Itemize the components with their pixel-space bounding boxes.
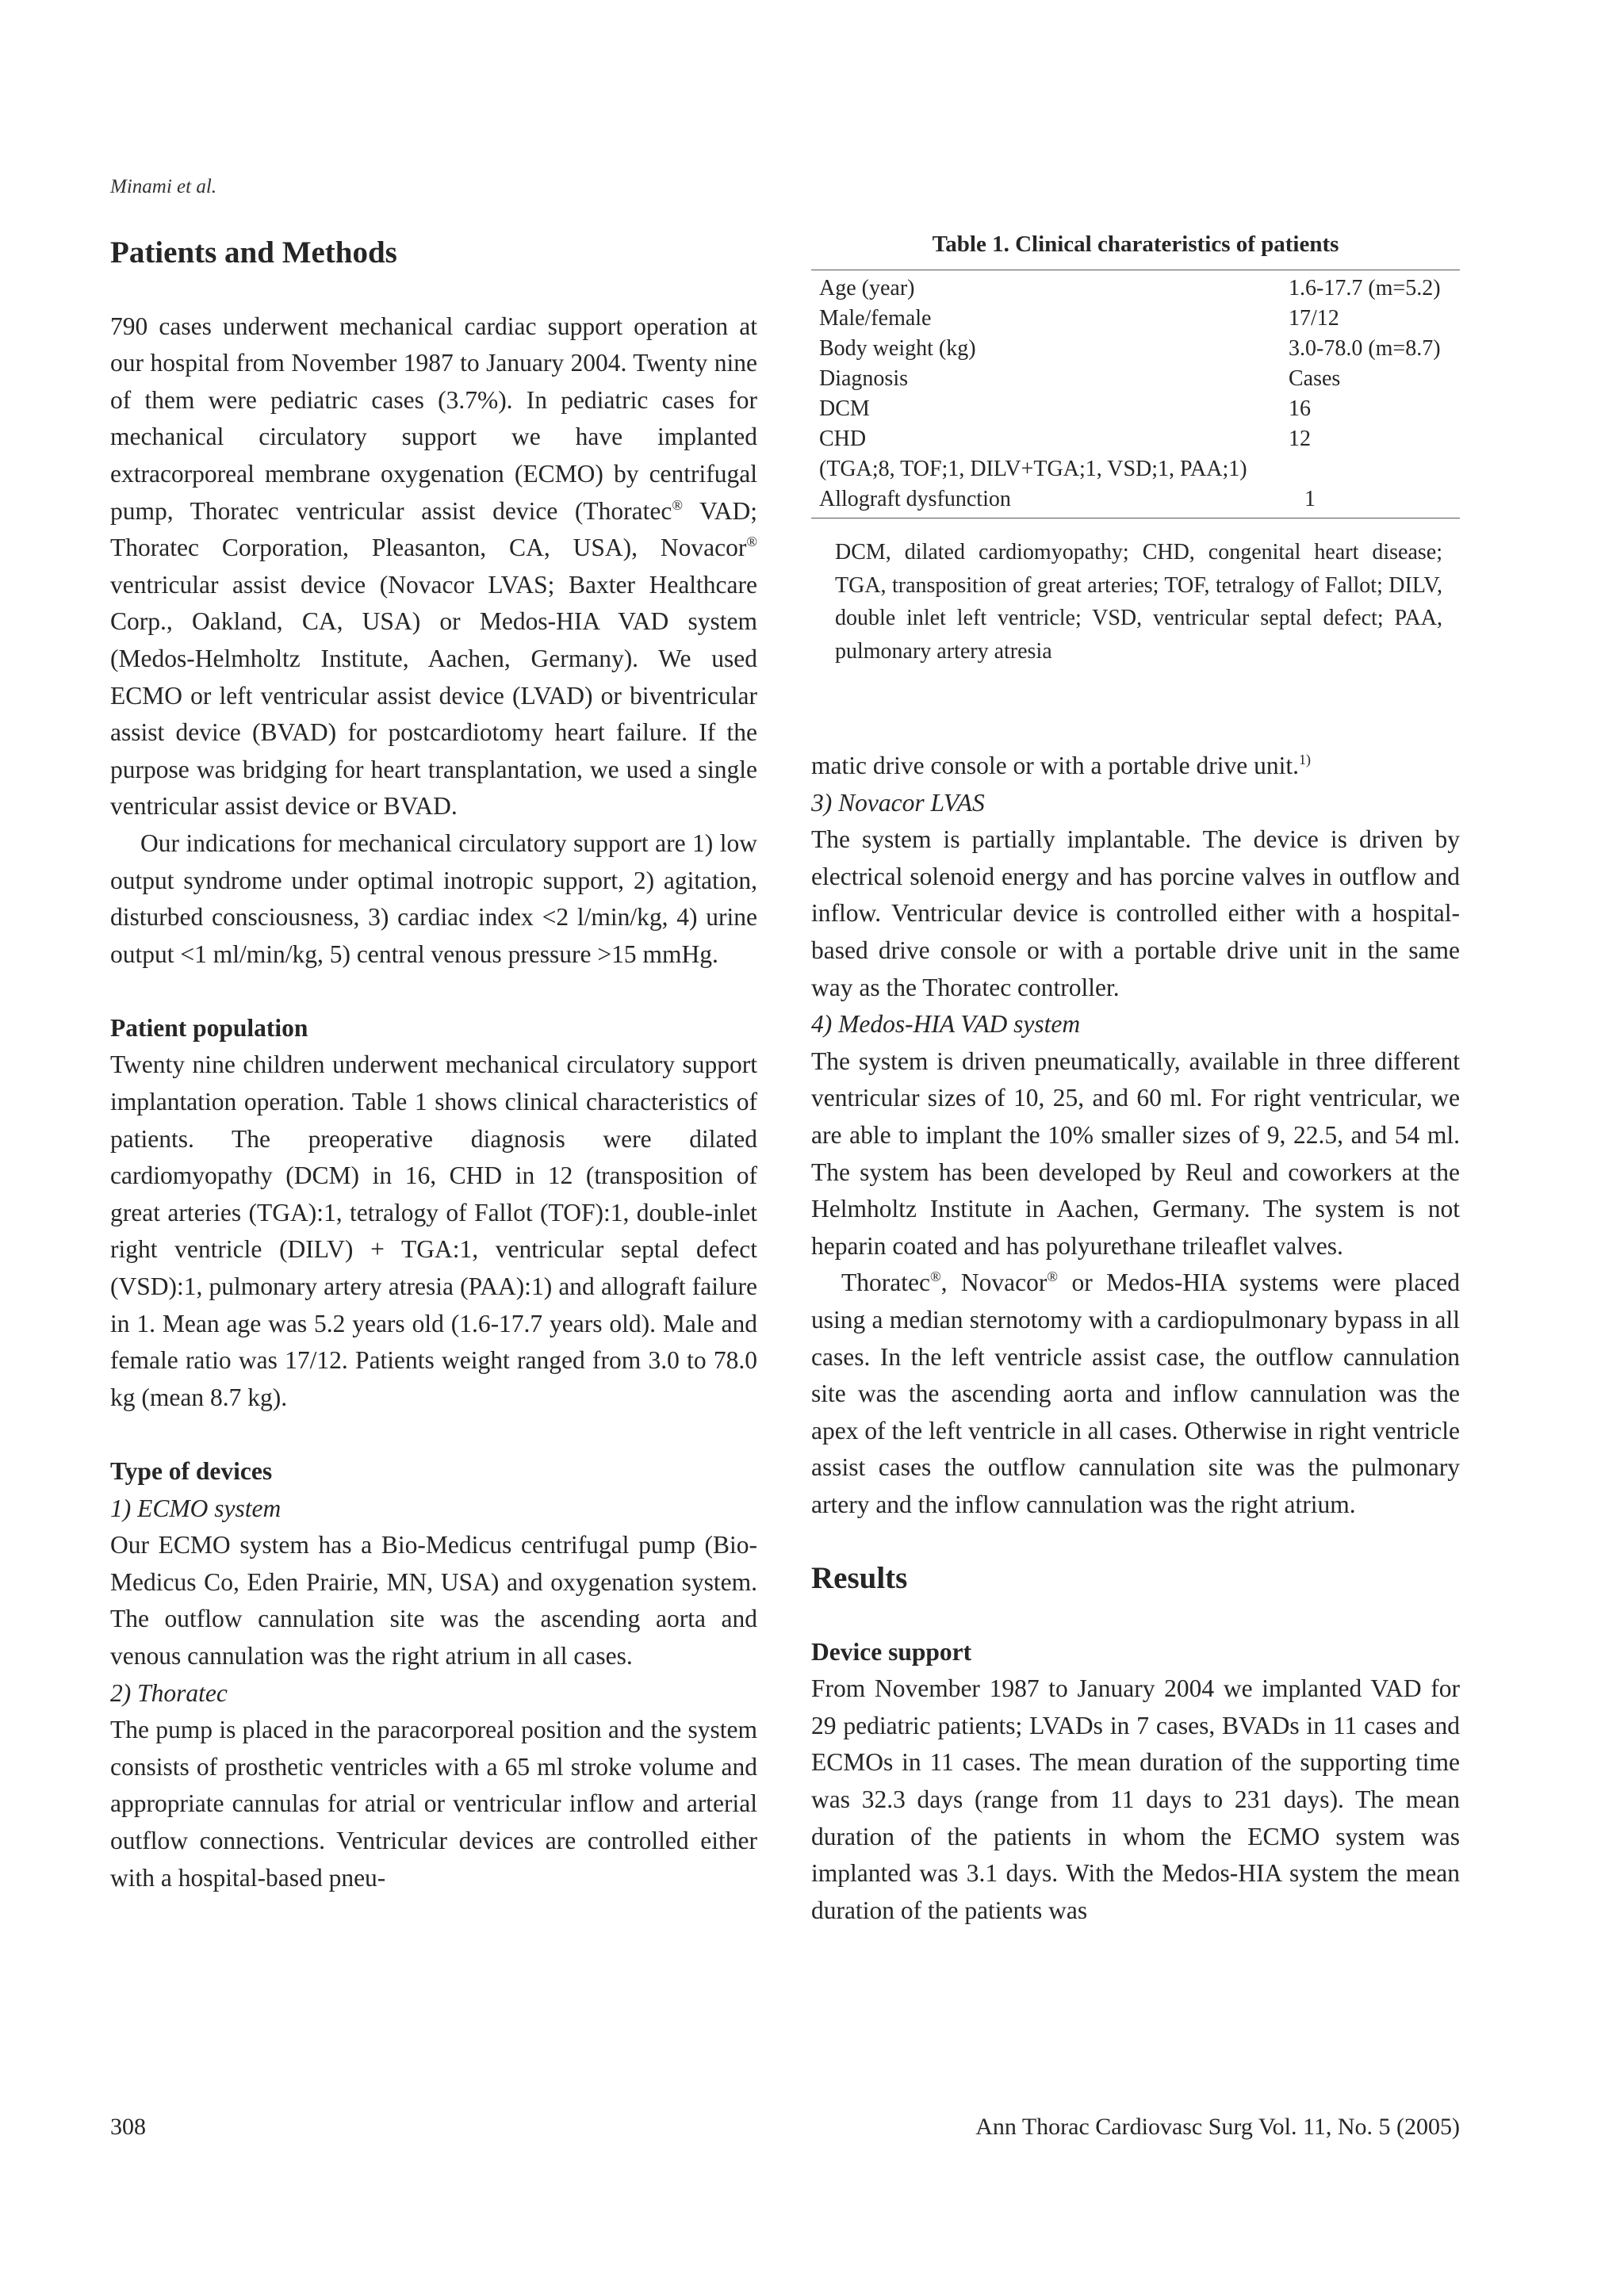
paragraph-thoratec-cont: matic drive console or with a portable drive unit.$^{1)}$	[811, 752, 1311, 779]
running-head: Minami et al.	[110, 176, 217, 197]
row-label: Diagnosis	[819, 366, 908, 391]
table-row	[811, 364, 1460, 394]
table-row	[811, 484, 1460, 515]
row-value: 1	[1304, 487, 1316, 511]
row-value: 17/12	[1289, 306, 1339, 331]
paragraph-ecmo: Our ECMO system has a Bio-Medicus centrifugal pump (Bio-Medicus Co, Eden Prairie, MN, USA) and oxygenation system. The outflow cannulation site was the ascending aorta and venous cannulation was the right atrium in all cases.	[110, 1531, 757, 1670]
row-label: Allograft dysfunction	[819, 487, 1011, 511]
paragraph-placement: Thoratec®, Novacor® or Medos-HIA systems were placed using a median sternotomy with a cardiopulmonary bypass in all cases. In the left ventricle assist case, the outflow cannulation site was the ascending aorta and inflow cannulation was the apex of the left ventricle in all cases. Otherwise in right ventricle assist cases the outflow cannulation site was the pulmonary artery and the inflow cannulation was the right atrium.	[811, 1269, 1461, 1518]
paragraph-indications: Our indications for mechanical circulatory support are 1) low output syndrome under optimal inotropic support, 2) agitation, disturbed consciousness, 3) cardiac index <2 l/min/kg, 4) urine output <1 ml/min/kg, 5) central venous pressure >15 mmHg.	[110, 828, 757, 968]
left-column	[110, 235, 757, 1896]
section-heading-patients-methods: Patients and Methods	[110, 235, 397, 270]
table-row	[811, 304, 1460, 334]
row-label: (TGA;8, TOF;1, DILV+TGA;1, VSD;1, PAA;1)	[819, 457, 1247, 481]
paragraph-medos: The system is driven pneumatically, available in three different ventricular sizes of 10, 25, and 60 ml. For right ventricular, we are able to implant the 10% smaller sizes of 9, 22.5, and 54 ml. The system has been developed by Reul and coworkers at the Helmholtz Institute in Aachen, Germany. The system is not heparin coated and has polyurethane trileaflet valves.	[811, 1047, 1460, 1260]
row-label: DCM	[819, 396, 870, 421]
paragraph-overview: 790 cases underwent mechanical cardiac support operation at our hospital from November 1987 to January 2004. Twenty nine of them were pediatric cases (3.7%). In pediatric cases for mechanical circulatory support we have implanted extracorporeal membrane oxygenation (ECMO) by centrifugal pump, Thoratec ventricular assist device (Thoratec® VAD; Thoratec Corporation, Pleasanton, CA, USA), Novacor® ventricular assist device (Novacor LVAS; Baxter Healthcare Corp., Oakland, CA, USA) or Medos-HIA VAD system (Medos-Helmholtz Institute, Aachen, Germany). We used ECMO or left ventricular assist device (LVAD) or biventricular assist device (BVAD) for postcardiotomy heart failure. If the purpose was bridging for heart transplantation, we used a single ventricular assist device or BVAD.	[110, 312, 757, 821]
right-column	[811, 748, 1460, 1929]
subheading-device-support: Device support	[811, 1637, 972, 1666]
row-label: Male/female	[819, 306, 932, 331]
table-body	[811, 270, 1460, 519]
subheading-medos: 4) Medos-HIA VAD system	[811, 1010, 1081, 1039]
row-value: 1.6-17.7 (m=5.2)	[1289, 276, 1441, 300]
row-label: CHD	[819, 427, 867, 451]
table-row	[811, 334, 1460, 364]
subheading-thoratec: 2) Thoratec	[110, 1678, 228, 1707]
row-label: Body weight (kg)	[819, 336, 976, 361]
table-row	[811, 454, 1460, 484]
table-footnote: DCM, dilated cardiomyopathy; CHD, congenital heart disease; TGA, transposition of great arteries; TOF, tetralogy of Fallot; DILV, double inlet left ventricle; VSD, ventricular septal defect; PAA, pulmonary artery atresia	[835, 540, 1442, 664]
table-row	[811, 424, 1460, 454]
table-row	[811, 394, 1460, 424]
row-value: 16	[1289, 396, 1311, 421]
subheading-novacor: 3) Novacor LVAS	[811, 788, 985, 817]
paragraph-device-support: From November 1987 to January 2004 we implanted VAD for 29 pediatric patients; LVADs in 7 cases, BVADs in 11 cases and ECMOs in 11 cases. The mean duration of the supporting time was 32.3 days (range from 11 days to 231 days). The mean duration of the patients in whom the ECMO system was implanted was 3.1 days. With the Medos-HIA system the mean duration of the patients was	[811, 1674, 1460, 1924]
subheading-ecmo: 1) ECMO system	[110, 1494, 282, 1522]
paragraph-population: Twenty nine children underwent mechanical circulatory support implantation operation. Table 1 shows clinical characteristics of patients. The preoperative diagnosis were dilated cardiomyopathy (DCM) in 16, CHD in 12 (transposition of great arteries (TGA):1, tetralogy of Fallot (TOF):1, double-inlet right ventricle (DILV) + TGA:1, ventricular septal defect (VSD):1, pulmonary artery atresia (PAA):1) and allograft failure in 1. Mean age was 5.2 years old (1.6-17.7 years old). Male and female ratio was 17/12. Patients weight ranged from 3.0 to 78.0 kg (mean 8.7 kg).	[110, 1050, 757, 1411]
row-label: Age (year)	[819, 276, 915, 300]
journal-citation: Ann Thorac Cardiovasc Surg Vol. 11, No. 5 (2005)	[975, 2114, 1460, 2140]
row-value: 3.0-78.0 (m=8.7)	[1289, 336, 1441, 361]
table-caption: Table 1. Clinical charateristics of patients	[932, 232, 1339, 257]
section-heading-results: Results	[811, 1561, 908, 1596]
table-1	[811, 228, 1460, 668]
paragraph-thoratec: The pump is placed in the paracorporeal position and the system consists of prosthetic ventricles with a 65 ml stroke volume and appropriate cannulas for atrial or ventricular inflow and arterial outflow connections. Ventricular devices are controlled either with a hospital-based pneu-	[110, 1716, 757, 1892]
subheading-patient-population: Patient population	[110, 1013, 308, 1042]
table-row	[811, 274, 1460, 304]
page-number: 308	[110, 2114, 146, 2140]
row-value: 12	[1289, 427, 1311, 451]
subheading-type-of-devices: Type of devices	[110, 1457, 273, 1485]
paragraph-novacor: The system is partially implantable. The device is driven by electrical solenoid energy and has porcine valves in outflow and inflow. Ventricular device is controlled either with a hospital-based drive console or with a portable drive unit in the same way as the Thoratec controller.	[811, 825, 1460, 1001]
row-value: Cases	[1289, 366, 1341, 391]
